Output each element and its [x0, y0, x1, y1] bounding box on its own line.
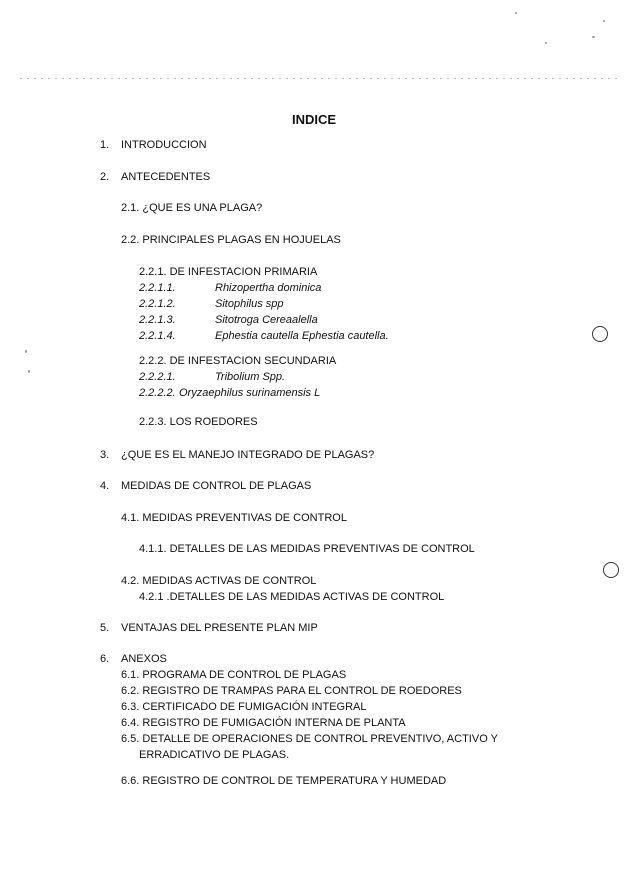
toc-item-number: 3.	[100, 449, 110, 461]
toc-subitem: Sitophilus spp	[215, 298, 284, 310]
toc-subitem: 2.2.1. DE INFESTACION PRIMARIA	[139, 266, 318, 278]
toc-subitem: 4.2.1 .DETALLES DE LAS MEDIDAS ACTIVAS DE CONTROL	[139, 591, 445, 603]
toc-subitem: 4.1. MEDIDAS PREVENTIVAS DE CONTROL	[121, 512, 347, 524]
toc-subitem-number: 2.2.2.2.	[139, 387, 176, 399]
toc-subitem: 6.5. DETALLE DE OPERACIONES DE CONTROL PREVENTIVO, ACTIVO Y	[121, 733, 498, 745]
toc-item: ANEXOS	[121, 653, 167, 665]
toc-subitem-number: 2.2.1.2.	[139, 298, 176, 310]
punch-hole-mark	[603, 562, 619, 578]
toc-subitem: Rhizopertha dominica	[215, 282, 322, 294]
toc-subitem: 2.2.2. DE INFESTACION SECUNDARIA	[139, 355, 337, 367]
toc-subitem: 2.1. ¿QUE ES UNA PLAGA?	[121, 202, 263, 214]
toc-item-number: 5.	[100, 622, 110, 634]
toc-item: INTRODUCCION	[121, 139, 207, 151]
toc-item: ANTECEDENTES	[121, 171, 211, 183]
toc-subitem-continuation: ERRADICATIVO DE PLAGAS.	[139, 749, 290, 761]
punch-hole-mark	[592, 326, 608, 342]
toc-subitem-number: 2.2.1.3.	[139, 314, 176, 326]
scan-speck	[28, 370, 30, 373]
scan-speck	[592, 36, 595, 38]
toc-subitem-number: 2.2.2.1.	[139, 371, 176, 383]
toc-subitem: 2.2.3. LOS ROEDORES	[139, 416, 258, 428]
toc-subitem-number: 2.2.1.4.	[139, 330, 176, 342]
toc-subitem: 2.2. PRINCIPALES PLAGAS EN HOJUELAS	[121, 234, 341, 246]
scan-speck	[25, 350, 27, 353]
toc-item-number: 2.	[100, 171, 110, 183]
scan-artifact-line	[20, 78, 620, 79]
toc-item-number: 4.	[100, 480, 110, 492]
page-title: INDICE	[292, 112, 337, 127]
toc-subitem: 4.2. MEDIDAS ACTIVAS DE CONTROL	[121, 575, 317, 587]
toc-subitem-number: 2.2.1.1.	[139, 282, 176, 294]
scan-speck	[545, 42, 547, 44]
toc-subitem: 6.6. REGISTRO DE CONTROL DE TEMPERATURA Y HUMEDAD	[121, 775, 447, 787]
toc-subitem: Sitotroga Cereaalella	[215, 314, 318, 326]
toc-subitem: 6.2. REGISTRO DE TRAMPAS PARA EL CONTROL DE ROEDORES	[121, 685, 462, 697]
toc-subitem: 6.4. REGISTRO DE FUMIGACIÓN INTERNA DE PLANTA	[121, 717, 406, 729]
toc-subitem: Tribolium Spp.	[215, 371, 286, 383]
toc-subitem: Oryzaephilus surinamensis L	[179, 387, 321, 399]
toc-item: VENTAJAS DEL PRESENTE PLAN MIP	[121, 622, 318, 634]
toc-subitem: 6.3. CERTIFICADO DE FUMIGACIÓN INTEGRAL	[121, 701, 367, 713]
scan-speck	[603, 20, 605, 22]
scan-speck	[515, 12, 517, 14]
toc-item: ¿QUE ES EL MANEJO INTEGRADO DE PLAGAS?	[121, 449, 375, 461]
toc-item-number: 1.	[100, 139, 110, 151]
toc-item: MEDIDAS DE CONTROL DE PLAGAS	[121, 480, 312, 492]
toc-subitem: Ephestia cautella Ephestia cautella.	[215, 330, 389, 342]
toc-subitem: 6.1. PROGRAMA DE CONTROL DE PLAGAS	[121, 669, 347, 681]
toc-subitem: 4.1.1. DETALLES DE LAS MEDIDAS PREVENTIVAS DE CONTROL	[139, 543, 475, 555]
toc-item-number: 6.	[100, 653, 110, 665]
